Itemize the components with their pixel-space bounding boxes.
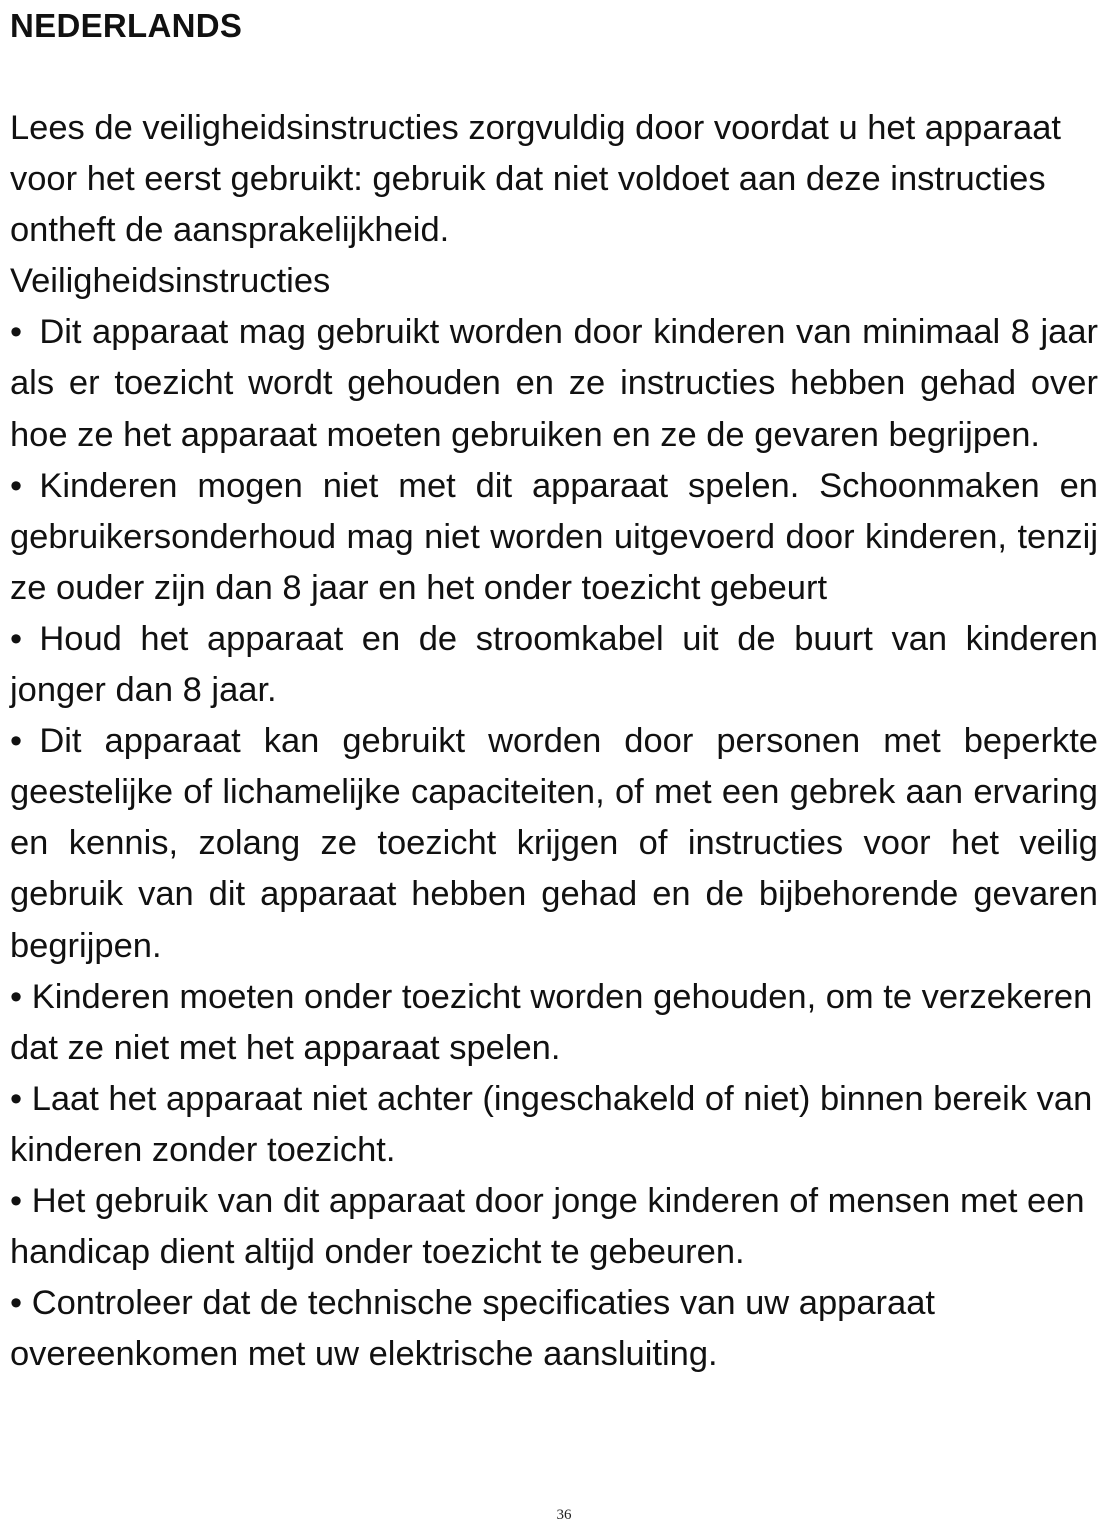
bullet-icon: • (10, 1079, 23, 1118)
bullet-text: Houd het apparaat en de stroomkabel uit de buurt van kinderen jonger dan 8 jaar. (10, 619, 1098, 710)
bullet-icon: • (10, 313, 23, 352)
bullet-text: Dit apparaat mag gebruikt worden door kinderen van minimaal 8 jaar als er toezicht wordt gehouden en ze instructies hebben gehad over hoe ze het apparaat moeten gebruiken en ze de gevaren begrijpen. (10, 313, 1098, 454)
bullet-text: Laat het apparaat niet achter (ingeschakeld of niet) binnen bereik van kinderen zonder toezicht. (10, 1079, 1093, 1169)
safety-bullet (10, 1278, 1098, 1380)
safety-bullet (10, 614, 1098, 716)
safety-bullet (10, 1176, 1098, 1278)
safety-bullet (10, 1074, 1098, 1176)
intro-paragraph: Lees de veiligheidsinstructies zorgvuldig door voordat u het apparaat voor het eerst gebruikt: gebruik dat niet voldoet aan deze instructies ontheft de aansprakelijkheid. (10, 109, 1061, 250)
document-body (10, 103, 1098, 1380)
bullet-icon: • (10, 1181, 23, 1220)
bullet-icon: • (10, 466, 23, 505)
bullet-text: Kinderen moeten onder toezicht worden gehouden, om te verzekeren dat ze niet met het apparaat spelen. (10, 977, 1093, 1067)
safety-bullet (10, 716, 1098, 971)
bullet-icon: • (10, 977, 23, 1016)
bullet-text: Controleer dat de technische specificaties van uw apparaat overeenkomen met uw elektrische aansluiting. (10, 1284, 935, 1374)
bullet-icon: • (10, 722, 23, 761)
safety-bullet (10, 972, 1098, 1074)
safety-bullet (10, 307, 1098, 460)
page-heading: NEDERLANDS (10, 7, 243, 44)
section-title: Veiligheidsinstructies (10, 262, 331, 301)
bullet-icon: • (10, 619, 23, 658)
page-number: 36 (556, 1507, 572, 1523)
bullet-text: Het gebruik van dit apparaat door jonge kinderen of mensen met een handicap dient altijd onder toezicht te gebeuren. (10, 1181, 1085, 1272)
bullet-text: Dit apparaat kan gebruikt worden door personen met beperkte geestelijke of lichamelijke capaciteiten, of met een gebrek aan ervaring en kennis, zolang ze toezicht krijgen of instructies voor het veilig gebruik van dit apparaat hebben gehad en de bijbehorende gevaren begrijpen. (10, 722, 1098, 965)
safety-bullet (10, 461, 1098, 614)
bullet-text: Kinderen mogen niet met dit apparaat spelen. Schoonmaken en gebruikersonderhoud mag niet worden uitgevoerd door kinderen, tenzij ze ouder zijn dan 8 jaar en het onder toezicht gebeurt (10, 466, 1098, 607)
bullet-icon: • (10, 1284, 23, 1323)
